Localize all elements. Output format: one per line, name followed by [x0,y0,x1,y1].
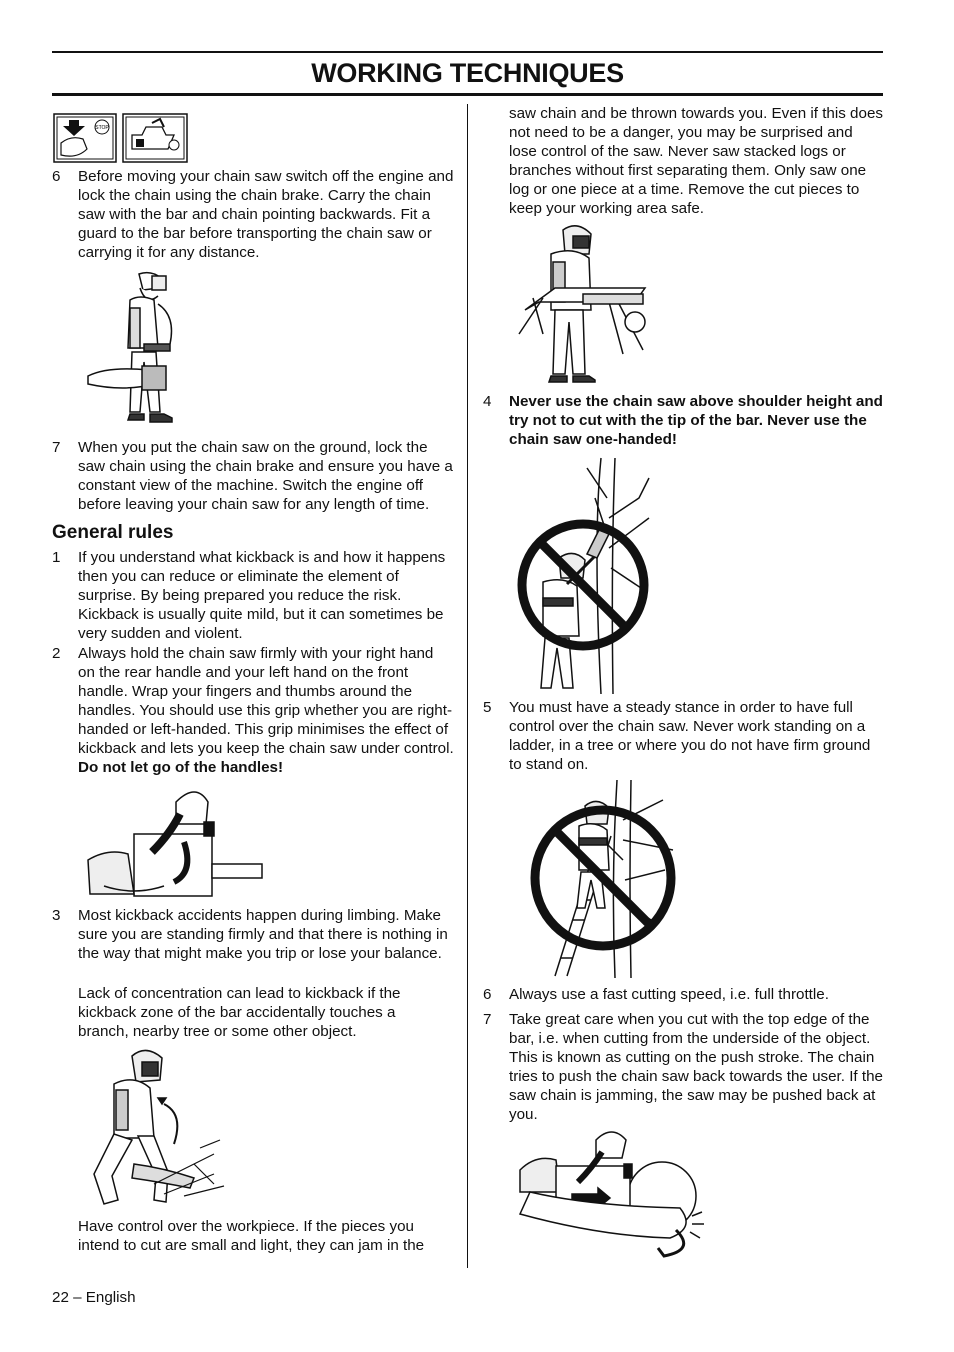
man-carrying-chainsaw-illustration [84,268,194,433]
hands-on-chainsaw-illustration [84,782,264,904]
stop-badge-text: STOP [95,125,109,131]
prohibited-ladder-illustration [515,780,693,978]
item-number: 7 [52,439,61,456]
item-number: 2 [52,645,61,662]
paragraph-continuation: saw chain and be thrown towards you. Even if this does not need to be a danger, you may be surprised and lose control of the saw. Never saw stacked logs or branches without first separating them. Only saw one log or one piece at a time. Remove the cut pieces to keep your working area safe. [509,105,883,217]
item-text: If you understand what kickback is and how it happens then you can reduce or eliminate the element of surprise. By being prepared you reduce the risk. Kickback is usually quite mild, but it can sometimes be very sudden and violent. [78,549,446,642]
column-divider [467,104,468,1268]
item-bold-text: Never use the chain saw above shoulder height and try not to cut with the tip of the bar. Never use the chain saw one-handed! [509,393,883,448]
item-text: Before moving your chain saw switch off the engine and lock the chain using the chain brake. Carry the chain saw with the bar and chain pointing backwards. Fit a guard to the bar before transporting the chain saw or carrying it for any distance. [78,168,454,261]
page-title: WORKING TECHNIQUES [311,58,624,88]
item-number: 1 [52,549,61,566]
section-heading: General rules [52,522,174,543]
header-rule-top [52,51,883,53]
item-text: When you put the chain saw on the ground, lock the saw chain using the chain brake and ensure you have a constant view of the machine. Switch the engine off before leaving your chain saw for any length of time. [78,439,453,513]
item-number: 5 [483,699,492,716]
item-number: 3 [52,907,61,924]
limbing-man-illustration [84,1044,229,1212]
item-number: 7 [483,1011,492,1028]
push-stroke-illustration [516,1130,708,1262]
chain-brake-icon [122,113,188,163]
paragraph-concentration: Lack of concentration can lead to kickback if the kickback zone of the bar accidentally touches a branch, nearby tree or some other object. [78,985,401,1040]
item-text: Always use a fast cutting speed, i.e. full throttle. [509,986,829,1003]
item-text: You must have a steady stance in order to have full control over the chain saw. Never work standing on a ladder, in a tree or where you do not have firm ground to stand on. [509,699,871,773]
header-rule-bottom [52,93,883,96]
item-text: Always hold the chain saw firmly with your right hand on the rear handle and your left hand on the front handle. Wrap your fingers and thumbs around the handles. You should use this grip whether you are right-handed or left-handed. This grip minimises the effect of kickback and lets you keep the chain saw under control. [78,645,454,757]
item-text: Most kickback accidents happen during limbing. Make sure you are standing firmly and that there is nothing in the way that might make you trip or lose your balance. [78,907,448,962]
item-text: Take great care when you cut with the top edge of the bar, i.e. when cutting from the underside of the object. This is known as cutting on the push stroke. The chain tries to push the chain saw back towards the user. If the saw chain is jamming, the saw may be pushed back at you. [509,1011,883,1123]
page-footer: 22 – English [52,1289,136,1306]
sawhorse-cutting-illustration [513,224,663,386]
prohibited-above-shoulder-illustration [515,458,675,694]
item-number: 6 [483,986,492,1003]
engine-stop-icon [53,113,117,163]
item-number: 6 [52,168,61,185]
paragraph-workpiece: Have control over the workpiece. If the pieces you intend to cut are small and light, they can jam in the [78,1218,425,1254]
item-number: 4 [483,393,492,410]
item-bold-text: Do not let go of the handles! [78,759,284,776]
